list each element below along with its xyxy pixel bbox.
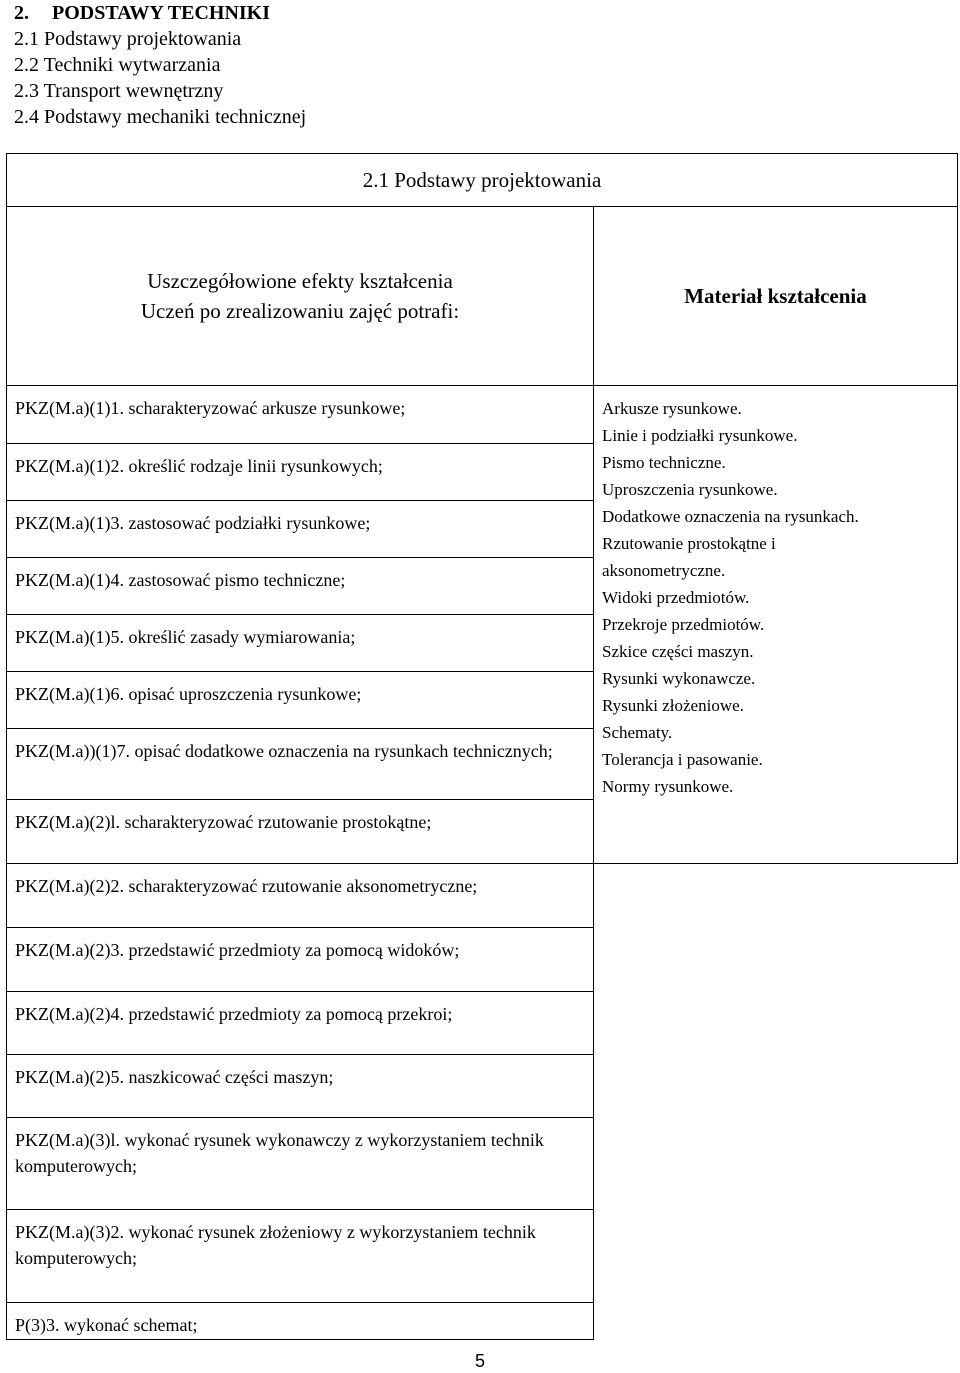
outcome-cell: PKZ(M.a)(2)2. scharakteryzować rzutowanie aksonometryczne; [7, 864, 594, 928]
material-item: Arkusze rysunkowe. [602, 399, 742, 418]
outcome-cell: PKZ(M.a)(3)2. wykonać rysunek złożeniowy z wykorzystaniem technik komputerowych; [7, 1210, 594, 1303]
outcome-cell: PKZ(M.a))(1)7. opisać dodatkowe oznaczenia na rysunkach technicznych; [7, 729, 594, 800]
table-title: 2.1 Podstawy projektowania [7, 154, 958, 207]
outcome-cell: PKZ(M.a)(1)1. scharakteryzować arkusze rysunkowe; [7, 386, 594, 444]
header-materials: Materiał kształcenia [594, 207, 958, 386]
header-outcomes [7, 207, 594, 386]
page-number: 5 [474, 1351, 485, 1371]
material-item: Pismo techniczne. [602, 453, 726, 472]
outcome-cell: PKZ(M.a)(2)3. przedstawić przedmioty za pomocą widoków; [7, 928, 594, 992]
table-row [7, 386, 958, 444]
material-item: Rysunki wykonawcze. [602, 669, 756, 688]
section-heading-number: 2. [14, 2, 29, 24]
toc-item: 2.3 Transport wewnętrzny [14, 80, 224, 102]
material-item: aksonometryczne. [602, 561, 726, 580]
section-heading [14, 0, 306, 26]
toc-item: 2.2 Techniki wytwarzania [14, 54, 221, 76]
curriculum-table [6, 153, 958, 1340]
outcome-cell: PKZ(M.a)(1)5. określić zasady wymiarowania; [7, 615, 594, 672]
material-item: Normy rysunkowe. [602, 777, 734, 796]
outcome-cell: PKZ(M.a)(3)l. wykonać rysunek wykonawczy z wykorzystaniem technik komputerowych; [7, 1118, 594, 1210]
header-outcomes-line2: Uczeń po zrealizowaniu zajęć potrafi: [140, 299, 460, 323]
outcome-cell: PKZ(M.a)(2)4. przedstawić przedmioty za pomocą przekroi; [7, 992, 594, 1055]
materials-cell [594, 386, 958, 864]
toc-item: 2.4 Podstawy mechaniki technicznej [14, 106, 307, 128]
material-item: Dodatkowe oznaczenia na rysunkach. [602, 507, 859, 526]
outcome-cell: PKZ(M.a)(2)5. naszkicować części maszyn; [7, 1055, 594, 1118]
outcome-cell: PKZ(M.a)(1)4. zastosować pismo techniczne; [7, 558, 594, 615]
material-item: Rysunki złożeniowe. [602, 696, 744, 715]
section-heading-text: PODSTAWY TECHNIKI [52, 2, 271, 24]
table-row [7, 864, 958, 928]
empty-materials-area [594, 864, 958, 1340]
material-item: Przekroje przedmiotów. [602, 615, 765, 634]
material-item: Widoki przedmiotów. [602, 588, 750, 607]
outcome-cell: PKZ(M.a)(2)l. scharakteryzować rzutowanie prostokątne; [7, 800, 594, 864]
material-item: Tolerancja i pasowanie. [602, 750, 763, 769]
table-header-row [7, 207, 958, 386]
outcome-cell: PKZ(M.a)(1)2. określić rodzaje linii rysunkowych; [7, 444, 594, 501]
outcome-cell: PKZ(M.a)(1)3. zastosować podziałki rysunkowe; [7, 501, 594, 558]
material-item: Linie i podziałki rysunkowe. [602, 426, 798, 445]
material-item: Rzutowanie prostokątne i [602, 534, 776, 553]
outcome-cell: PKZ(M.a)(1)6. opisać uproszczenia rysunkowe; [7, 672, 594, 729]
outcome-cell: P(3)3. wykonać schemat; [7, 1303, 594, 1340]
toc-item: 2.1 Podstawy projektowania [14, 28, 242, 50]
header-outcomes-line1: Uszczegółowione efekty kształcenia [147, 269, 453, 293]
material-item: Szkice części maszyn. [602, 642, 754, 661]
material-item: Schematy. [602, 723, 673, 742]
material-item: Uproszczenia rysunkowe. [602, 480, 778, 499]
table-title-row [7, 154, 958, 207]
table-of-contents [14, 0, 306, 130]
